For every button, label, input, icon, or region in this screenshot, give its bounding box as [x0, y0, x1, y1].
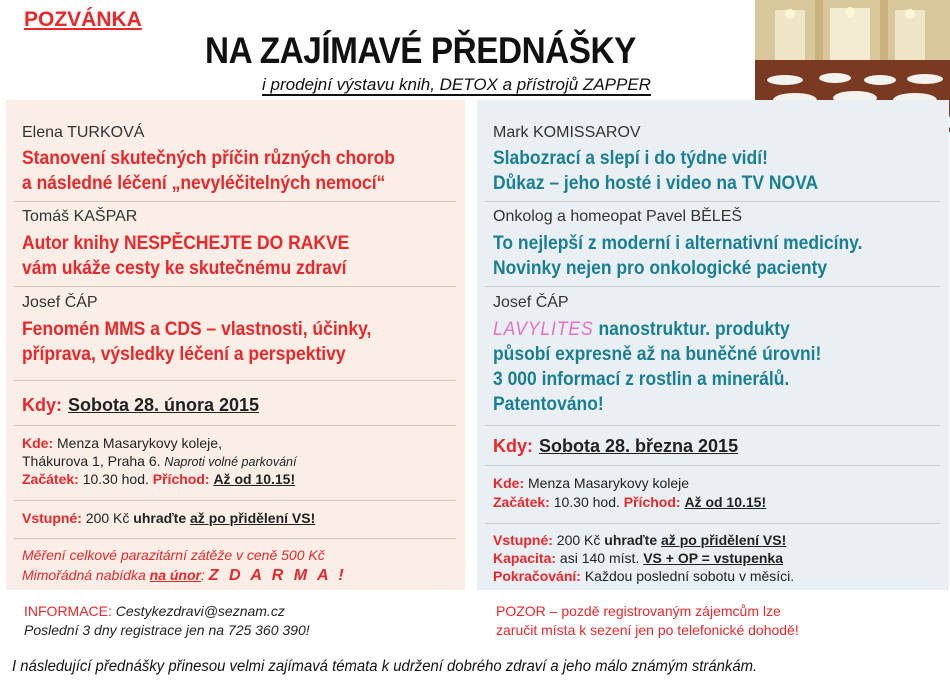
fee-value: 200 Kč [556, 532, 601, 548]
promo-offer-line [22, 567, 347, 585]
fee-value: 200 Kč [85, 510, 130, 526]
date-label: Kdy: [22, 395, 62, 415]
talk-topic-line: a následné léčení „nevyléčitelných nemocí“ [22, 173, 386, 194]
time-line [22, 471, 295, 487]
fee-condition: až po přidělení VS! [661, 532, 787, 548]
promo-line: Měření celkové parazitární zátěže v ceně 500 Kč [22, 547, 325, 563]
speaker-name: Mark KOMISSAROV [493, 124, 641, 141]
arrival-label: Příchod: [623, 494, 681, 510]
divider [485, 465, 940, 466]
divider [14, 380, 456, 381]
start-label: Začátek: [493, 494, 550, 510]
continuation-label: Pokračování: [493, 568, 581, 584]
talk-topic-line: Novinky nejen pro onkologické pacienty [493, 258, 828, 279]
date-value: Sobota 28. února 2015 [68, 395, 260, 415]
lavylites-logo: LAVYLITES [493, 319, 594, 340]
address-line [22, 453, 296, 469]
info-label: INFORMACE: [24, 603, 112, 619]
closing-note: I následující přednášky přinesou velmi zajímavá témata k udržení dobrého zdraví a jeho málo známým stránkám. [12, 658, 758, 675]
divider [14, 286, 456, 287]
talk-topic-line: Slabozrací a slepí i do týdne vidí! [493, 148, 768, 169]
venue-label: Kde: [493, 475, 525, 491]
fee-pay-note: uhraďte [604, 532, 658, 548]
speaker-name: Josef ČÁP [22, 294, 98, 311]
event-date [22, 395, 259, 416]
start-label: Začátek: [22, 471, 79, 487]
arrival-value: Až od 10.15! [684, 494, 767, 510]
fee-line [22, 510, 315, 526]
venue-label: Kde: [22, 435, 54, 451]
talk-topic-text: nanostruktur. produkty [598, 319, 790, 340]
talk-topic-line: Fenomén MMS a CDS – vlastnosti, účinky, [22, 319, 372, 340]
registration-note: Poslední 3 dny registrace jen na 725 360 390! [24, 622, 310, 638]
promo-offer-text: Mimořádná nabídka [22, 567, 146, 583]
capacity-label: Kapacita: [493, 550, 557, 566]
info-contact [24, 603, 285, 619]
invitation-label: POZVÁNKA [24, 8, 142, 31]
divider [14, 500, 456, 501]
promo-month: na únor [149, 567, 201, 583]
time-line [493, 494, 766, 510]
talk-topic-line [493, 317, 790, 342]
divider [485, 286, 940, 287]
date-label: Kdy: [493, 436, 533, 456]
divider [14, 538, 456, 539]
speaker-name: Tomáš KAŠPAR [22, 208, 138, 225]
venue-line [493, 475, 689, 491]
speaker-name: Elena TURKOVÁ [22, 124, 145, 141]
page-subtitle: i prodejní výstavu knih, DETOX a přístrojů ZAPPER [262, 75, 651, 94]
start-value: 10.30 hod. [82, 471, 149, 487]
address-value: Thákurova 1, Praha 6. [22, 453, 161, 469]
talk-topic-line: vám ukáže cesty ke skutečnému zdraví [22, 258, 347, 279]
event-date [493, 436, 738, 457]
info-email: Cestykezdravi@seznam.cz [115, 603, 285, 619]
promo-colon: : [200, 567, 205, 583]
page-title: NA ZAJÍMAVÉ PŘEDNÁŠKY [205, 30, 636, 71]
venue-line [22, 435, 222, 451]
continuation-value: Každou poslední sobotu v měsíci. [584, 568, 795, 584]
warning-line: zaručit místa k sezení jen po telefonické dohodě! [496, 622, 799, 638]
divider [14, 201, 456, 202]
capacity-value: asi 140 míst. [559, 550, 640, 566]
continuation-line [493, 568, 794, 584]
divider [14, 425, 456, 426]
venue-value: Menza Masarykovy koleje, [57, 435, 222, 451]
talk-topic-line: Autor knihy NESPĚCHEJTE DO RAKVE [22, 233, 350, 254]
fee-pay-note: uhraďte [133, 510, 187, 526]
fee-condition: až po přidělení VS! [190, 510, 316, 526]
date-value: Sobota 28. března 2015 [539, 436, 739, 456]
talk-topic-line: působí expresně až na buněčné úrovni! [493, 344, 822, 365]
talk-topic-line: Stanovení skutečných příčin různých chorob [22, 148, 395, 169]
divider [485, 523, 940, 524]
talk-topic-line: příprava, výsledky léčení a perspektivy [22, 344, 346, 365]
start-value: 10.30 hod. [553, 494, 620, 510]
capacity-line [493, 550, 783, 566]
parking-note: Naproti volné parkování [164, 455, 297, 469]
ticket-rule: VS + OP = vstupenka [643, 550, 783, 566]
speaker-name: Onkolog a homeopat Pavel BĚLEŠ [493, 208, 743, 225]
warning-line: POZOR – pozdě registrovaným zájemcům lze [496, 603, 781, 619]
promo-free: Z D A R M A ! [208, 567, 347, 584]
arrival-value: Až od 10.15! [213, 471, 296, 487]
speaker-name: Josef ČÁP [493, 294, 569, 311]
fee-label: Vstupné: [22, 510, 82, 526]
talk-topic-line: Důkaz – jeho hosté i video na TV NOVA [493, 173, 819, 194]
arrival-label: Příchod: [152, 471, 210, 487]
fee-label: Vstupné: [493, 532, 553, 548]
talk-topic-line: Patentováno! [493, 394, 604, 415]
venue-value: Menza Masarykovy koleje [528, 475, 690, 491]
talk-topic-line: 3 000 informací z rostlin a minerálů. [493, 369, 790, 390]
talk-topic-line: To nejlepší z moderní i alternativní medicíny. [493, 233, 863, 254]
divider [485, 425, 940, 426]
fee-line [493, 532, 786, 548]
divider [485, 201, 940, 202]
